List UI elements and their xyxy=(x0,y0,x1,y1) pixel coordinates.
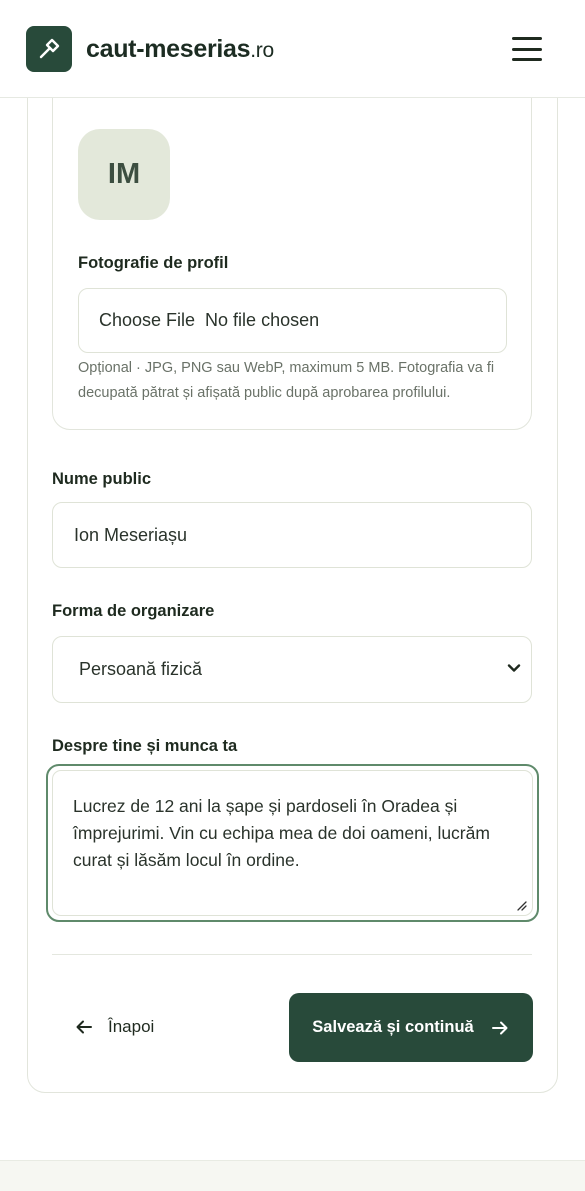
public-name-value: Ion Meseriașu xyxy=(74,524,188,545)
arrow-right-icon xyxy=(490,1018,510,1038)
site-header xyxy=(0,0,585,98)
photo-label: Fotografie de profil xyxy=(78,254,229,272)
arrow-left-icon xyxy=(74,1017,94,1037)
resize-handle-icon[interactable] xyxy=(515,899,527,911)
public-name-input[interactable] xyxy=(52,502,532,568)
organization-label: Forma de organizare xyxy=(52,602,215,620)
chevron-down-icon xyxy=(507,661,521,675)
organization-select[interactable] xyxy=(52,636,532,703)
page-footer xyxy=(0,1160,585,1191)
hammer-icon xyxy=(35,35,63,63)
save-continue-button[interactable] xyxy=(289,993,533,1062)
about-textarea[interactable] xyxy=(52,770,533,916)
avatar: IM xyxy=(78,129,170,220)
about-text: Lucrez de 12 ani la șape și pardoseli în Oradea și împrejurimi. Vin cu echipa mea de doi oameni, lucrăm curat și lăsăm locul în ordine. xyxy=(73,796,490,870)
brand-name[interactable] xyxy=(86,35,274,64)
about-label: Despre tine și munca ta xyxy=(52,737,238,755)
brand-tld: .ro xyxy=(250,39,274,62)
public-name-label: Nume public xyxy=(52,470,152,488)
brand-text: caut-meserias xyxy=(86,35,251,63)
logo[interactable] xyxy=(26,26,72,72)
file-input[interactable] xyxy=(78,288,507,353)
photo-help-text: Opțional · JPG, PNG sau WebP, maximum 5 MB. Fotografia va fi decupată pătrat și afișată public după aprobarea profilului. xyxy=(78,360,495,401)
back-button[interactable] xyxy=(74,1012,154,1042)
about-textarea-focus-ring xyxy=(46,764,539,922)
divider xyxy=(52,954,532,955)
hamburger-icon[interactable] xyxy=(510,34,544,64)
save-label: Salvează și continuă xyxy=(312,1018,474,1036)
organization-selected: Persoană fizică xyxy=(79,659,203,679)
back-label: Înapoi xyxy=(108,1017,155,1036)
file-input-text: Choose File No file chosen xyxy=(99,310,320,330)
